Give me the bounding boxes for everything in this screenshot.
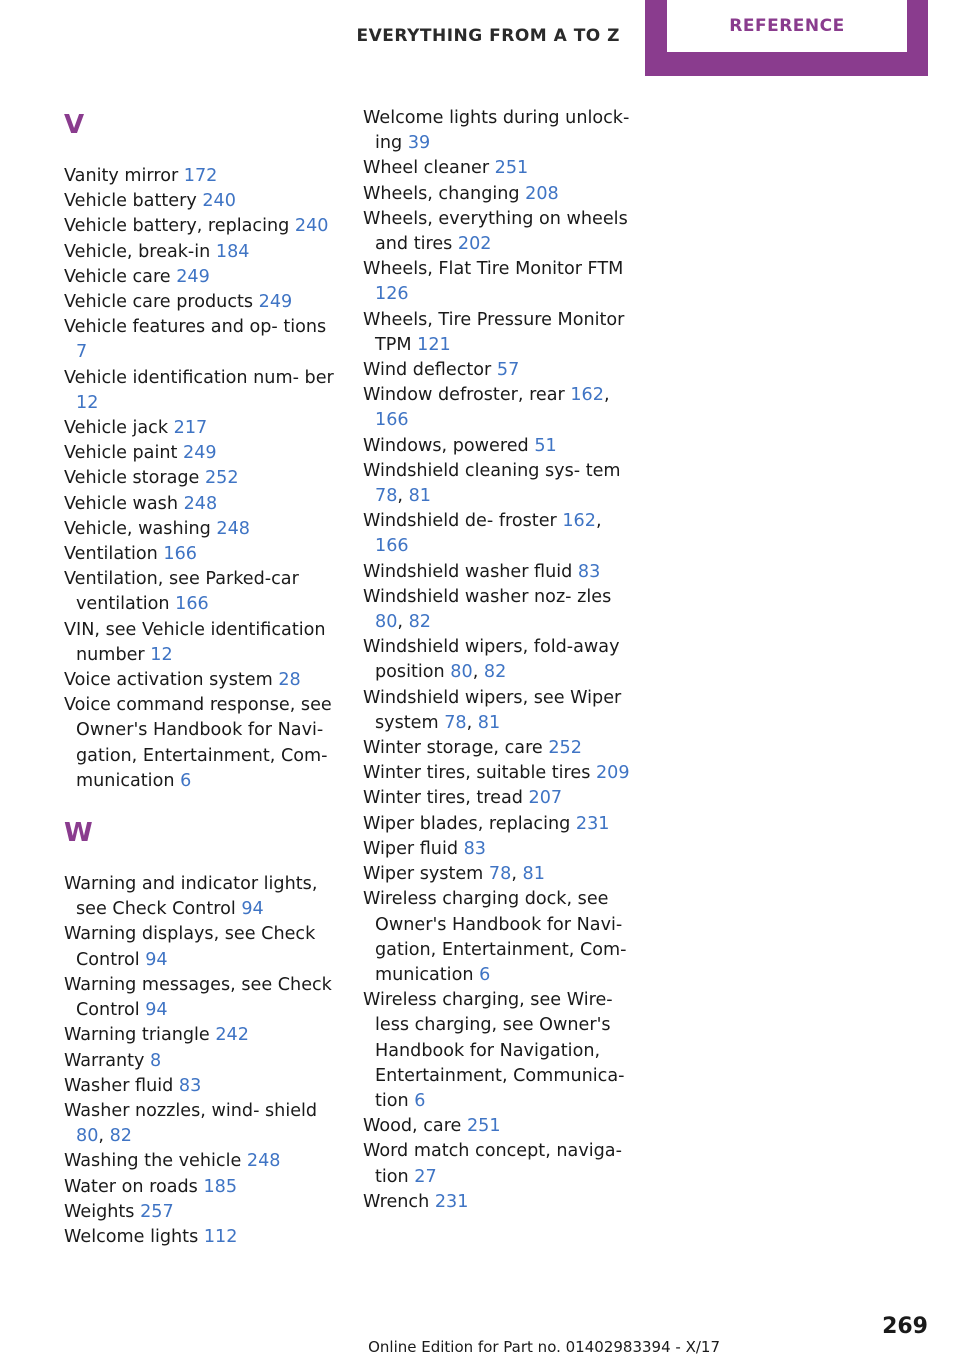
index-entry: Washer nozzles, wind‐ shield 80, 82 xyxy=(64,1100,318,1147)
index-entry xyxy=(64,1149,336,1174)
index-entry xyxy=(64,1049,336,1074)
index-entry xyxy=(363,106,633,156)
page-link[interactable]: 240 xyxy=(294,216,329,237)
index-term: Wheels, Tire Pressure Monitor TPM xyxy=(363,309,625,355)
index-term: Warning triangle xyxy=(64,1025,210,1046)
page-link[interactable]: 208 xyxy=(525,183,559,204)
index-term: Weights xyxy=(64,1201,135,1222)
index-term: Vehicle battery xyxy=(64,191,197,212)
page-link[interactable]: 12 xyxy=(76,392,99,413)
page-link[interactable]: 185 xyxy=(203,1176,238,1197)
page-link[interactable]: 39 xyxy=(407,133,431,154)
page-number: 269 xyxy=(882,1314,928,1339)
page-link[interactable]: 6 xyxy=(180,770,192,791)
index-entry xyxy=(64,265,336,290)
index-term: Wireless charging dock, see Owner's Handbook for Navi‐ gation, Entertainment, Com‐ munication xyxy=(363,889,627,985)
page-link[interactable]: 217 xyxy=(173,418,208,439)
page-link[interactable]: 207 xyxy=(528,788,563,809)
page-link[interactable]: 94 xyxy=(241,899,264,920)
page-link[interactable]: 209 xyxy=(595,763,630,784)
index-term: Wood, care xyxy=(363,1116,462,1137)
page-link[interactable]: 78 xyxy=(444,712,467,733)
page-link[interactable]: 162 xyxy=(570,385,604,406)
page-link[interactable]: 252 xyxy=(548,738,582,759)
index-entry xyxy=(363,837,633,862)
index-entry xyxy=(363,207,633,257)
index-entry xyxy=(64,290,336,315)
index-entry xyxy=(363,887,633,988)
index-term: Vehicle, break-in xyxy=(64,241,211,262)
page-link[interactable]: 81 xyxy=(522,864,545,885)
index-term: Vehicle care xyxy=(64,266,171,287)
page-link[interactable]: 249 xyxy=(176,266,210,287)
index-entry xyxy=(64,214,336,239)
page-link[interactable]: 78 xyxy=(375,486,398,507)
index-term: Vehicle, washing xyxy=(64,518,211,539)
page-link[interactable]: 80 xyxy=(76,1126,99,1147)
index-entry xyxy=(363,988,633,1114)
index-term: Wiper system xyxy=(363,864,484,885)
page-link[interactable]: 78 xyxy=(488,864,512,885)
index-entry xyxy=(64,240,336,265)
index-entry xyxy=(363,812,633,837)
page-link[interactable]: 82 xyxy=(109,1126,132,1147)
index-entry xyxy=(64,1225,336,1250)
page-link[interactable]: 82 xyxy=(408,612,431,633)
page-link[interactable]: 7 xyxy=(76,342,88,363)
index-term: Warning displays, see Check Control xyxy=(64,924,316,970)
page-link[interactable]: 83 xyxy=(178,1075,202,1096)
index-term: Warning messages, see Check Control xyxy=(64,974,332,1021)
page-link[interactable]: 248 xyxy=(246,1151,281,1172)
index-entry xyxy=(363,358,633,383)
page-link[interactable]: 112 xyxy=(203,1226,238,1247)
index-entry xyxy=(64,517,336,542)
index-entry xyxy=(64,315,336,365)
index-term: Vehicle storage xyxy=(64,468,200,489)
index-entry xyxy=(363,786,633,811)
page-link[interactable]: 184 xyxy=(215,241,250,262)
section-letter: W xyxy=(64,818,93,849)
index-entry xyxy=(363,761,633,786)
page-link[interactable]: 249 xyxy=(258,292,293,313)
page-link[interactable]: 8 xyxy=(150,1050,162,1071)
page-link[interactable]: 51 xyxy=(534,435,557,456)
page-link[interactable]: 81 xyxy=(408,486,431,507)
index-entry: Windshield wipers, see Wiper system 78, 81 xyxy=(363,687,622,733)
page-link[interactable]: 166 xyxy=(375,410,409,431)
index-term: Windows, powered xyxy=(363,435,529,456)
index-term: Winter tires, suitable tires xyxy=(363,763,591,784)
page-link[interactable]: 80 xyxy=(375,612,398,633)
index-term: Wheels, Flat Tire Monitor FTM xyxy=(363,259,624,280)
index-column-left xyxy=(64,106,336,1250)
index-entry xyxy=(363,434,633,459)
edition-footer: Online Edition for Part no. 01402983394 - X/17 xyxy=(368,1338,720,1356)
index-term: Vanity mirror xyxy=(64,166,179,186)
index-entry xyxy=(363,1114,633,1139)
page-link[interactable]: 81 xyxy=(477,712,501,733)
index-term: Winter tires, tread xyxy=(363,788,523,809)
index-entry: Windshield cleaning sys‐ tem 78, 81 xyxy=(363,460,621,507)
index-term: Windshield washer noz‐ zles xyxy=(363,586,612,607)
page-link[interactable]: 6 xyxy=(414,1090,426,1111)
index-term: Water on roads xyxy=(64,1176,198,1197)
index-entry xyxy=(64,922,336,972)
index-entry xyxy=(64,366,336,416)
page-link[interactable]: 252 xyxy=(204,468,239,489)
index-entry: Windshield washer noz‐ zles 80, 82 xyxy=(363,586,612,633)
index-entry xyxy=(363,308,633,358)
page-link[interactable]: 12 xyxy=(150,644,173,665)
page-link[interactable]: 249 xyxy=(183,443,217,464)
index-entry xyxy=(64,441,336,466)
index-term: Wireless charging, see Wire‐ less charging, see Owner's Handbook for Navigation, Entertainment, Communica‐ tion xyxy=(363,990,625,1111)
index-entry: Wiper system 78, 81 xyxy=(363,864,545,885)
index-term: Washer nozzles, wind‐ shield xyxy=(64,1100,318,1121)
page-link[interactable]: 83 xyxy=(463,838,486,859)
index-entry xyxy=(64,1074,336,1099)
reference-tab-label: REFERENCE xyxy=(667,0,907,52)
index-entry xyxy=(64,668,336,693)
index-term: Washer fluid xyxy=(64,1075,174,1096)
index-term: Vehicle wash xyxy=(64,493,178,514)
reference-tab xyxy=(645,0,928,76)
page-link[interactable]: 231 xyxy=(434,1191,469,1212)
page-link[interactable]: 57 xyxy=(496,360,520,381)
page-link[interactable]: 202 xyxy=(457,234,492,255)
index-entry xyxy=(363,1139,633,1189)
index-term: Welcome lights xyxy=(64,1226,199,1247)
section-gap xyxy=(64,794,336,814)
page-link[interactable]: 94 xyxy=(145,1000,168,1021)
index-term: Wheels, everything on wheels and tires xyxy=(363,208,628,255)
page-link[interactable]: 80 xyxy=(450,662,473,683)
index-entry xyxy=(64,1200,336,1225)
page-link[interactable]: 242 xyxy=(215,1025,249,1046)
index-term: Windshield wipers, fold-away position xyxy=(363,637,620,683)
page-link[interactable]: 240 xyxy=(202,191,236,212)
index-term: Voice activation system xyxy=(64,670,273,691)
index-entry xyxy=(64,973,336,1023)
index-term: Word match concept, naviga‐ tion xyxy=(363,1141,622,1187)
index-entry xyxy=(64,189,336,214)
index-term: Windshield washer fluid xyxy=(363,561,573,582)
index-term: VIN, see Vehicle identification number xyxy=(64,619,326,665)
index-term: Vehicle battery, replacing xyxy=(64,216,290,237)
index-column-right xyxy=(363,106,633,1215)
index-entry xyxy=(363,257,633,307)
index-entry xyxy=(64,466,336,491)
index-term: Wind deflector xyxy=(363,360,492,381)
index-entry xyxy=(64,492,336,517)
index-term: Vehicle identification num‐ ber xyxy=(64,367,334,388)
page-link[interactable]: 6 xyxy=(479,964,491,985)
page-link[interactable]: 172 xyxy=(183,166,218,186)
index-term: Windshield de‐ froster xyxy=(363,511,557,532)
page-link[interactable]: 251 xyxy=(466,1116,501,1137)
page-link[interactable]: 83 xyxy=(577,561,601,582)
page-link[interactable]: 248 xyxy=(216,518,250,539)
page-link[interactable]: 27 xyxy=(414,1166,437,1187)
index-term: Windshield cleaning sys‐ tem xyxy=(363,460,621,481)
page-link[interactable]: 251 xyxy=(494,158,529,179)
index-term: Vehicle paint xyxy=(64,443,178,464)
section-letter: V xyxy=(64,110,85,140)
index-entry xyxy=(363,182,633,207)
index-term: Wheel cleaner xyxy=(363,158,490,179)
page-link[interactable]: 126 xyxy=(375,284,409,305)
index-term: Wiper blades, replacing xyxy=(363,813,571,834)
index-term: Vehicle jack xyxy=(64,418,169,439)
index-entry xyxy=(363,1190,633,1215)
index-term: Windshield wipers, see Wiper system xyxy=(363,687,622,733)
index-term: Washing the vehicle xyxy=(64,1151,242,1172)
index-term: Ventilation, see Parked-car ventilation xyxy=(64,569,299,615)
index-term: Welcome lights during unlock‐ ing xyxy=(363,108,630,154)
index-term: Vehicle care products xyxy=(64,292,254,313)
index-term: Window defroster, rear xyxy=(363,385,565,406)
index-entry xyxy=(64,872,336,922)
index-term: Warning and indicator lights, see Check Control xyxy=(64,874,318,920)
page-link[interactable]: 166 xyxy=(163,544,197,565)
page-link[interactable]: 82 xyxy=(483,662,507,683)
page-link[interactable]: 257 xyxy=(140,1201,174,1222)
index-term: Warranty xyxy=(64,1050,145,1071)
index-entry: Windshield de‐ froster 162, 166 xyxy=(363,511,602,557)
page-link[interactable]: 28 xyxy=(278,670,301,691)
index-term: Voice command response, see Owner's Handbook for Navi‐ gation, Entertainment, Com‐ munication xyxy=(64,695,332,791)
page-link[interactable]: 166 xyxy=(175,594,209,615)
index-entry xyxy=(64,1175,336,1200)
index-entry xyxy=(64,693,336,794)
page-link[interactable]: 248 xyxy=(183,493,218,514)
index-entry: Window defroster, rear 162, 166 xyxy=(363,385,610,431)
index-term: Wiper fluid xyxy=(363,838,459,859)
page-link[interactable]: 166 xyxy=(375,536,409,557)
index-entry xyxy=(363,156,633,181)
index-entry xyxy=(64,567,336,617)
index-term: Wrench xyxy=(363,1191,430,1212)
index-term: Vehicle features and op‐ tions xyxy=(64,317,327,338)
index-entry xyxy=(64,1023,336,1048)
index-term: Wheels, changing xyxy=(363,183,520,204)
section-title: EVERYTHING FROM A TO Z xyxy=(356,26,620,46)
index-entry: Windshield wipers, fold-away position 80, 82 xyxy=(363,637,620,683)
index-entry xyxy=(64,542,336,567)
index-entry xyxy=(363,736,633,761)
index-entry xyxy=(64,416,336,441)
index-entry xyxy=(64,164,336,189)
page-link[interactable]: 121 xyxy=(417,334,451,355)
index-entry xyxy=(363,560,633,585)
page-link[interactable]: 162 xyxy=(562,511,596,532)
index-term: Ventilation xyxy=(64,544,158,565)
page-link[interactable]: 231 xyxy=(575,813,610,834)
page-link[interactable]: 94 xyxy=(145,949,168,970)
index-term: Winter storage, care xyxy=(363,738,543,759)
index-entry xyxy=(64,618,336,668)
